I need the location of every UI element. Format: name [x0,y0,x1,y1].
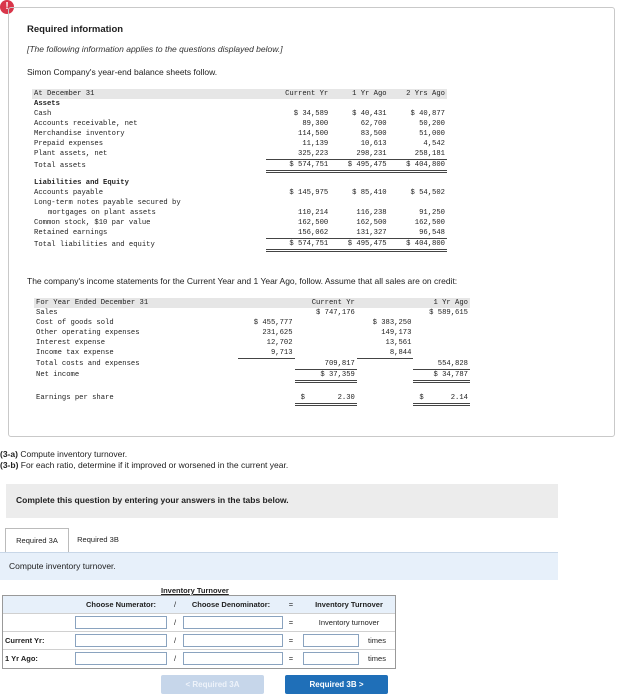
cell-value: $ 495,475 [330,239,388,251]
row-label: Total liabilities and equity [34,240,155,249]
cell-value: $ 404,800 [389,160,447,172]
table-row [32,188,447,198]
cell-value: 11,139 [302,140,329,148]
instructions-bar [6,484,558,518]
page-title: Required information [27,24,124,35]
result-input[interactable] [303,652,359,665]
table-header-row [32,89,447,99]
cell-value: $ 40,877 [410,110,445,118]
currency-sign: $ [419,393,424,402]
total-row [32,239,447,251]
cell-value: $ 404,800 [389,239,447,251]
row-label: Sales [36,309,58,317]
cell-value: $ 495,475 [330,160,388,172]
cell-value: 149,173 [381,329,412,337]
numerator-input[interactable] [75,634,167,647]
cell-value: $ 37,359 [295,369,357,381]
cell-value: 156,062 [266,228,330,239]
cell-value: 325,223 [266,149,330,160]
numerator-header: Choose Numerator: [85,600,156,609]
eps-value: 2.30 [337,393,355,402]
row-label: Accounts receivable, net [34,120,138,128]
table-row [32,228,447,239]
cell-value: 162,500 [298,219,329,227]
table-row [32,149,447,160]
instructions-text: Complete this question by entering your answers in the tabs below. [16,495,289,505]
row-label: Accounts payable [34,189,104,197]
cell-value: 298,231 [330,149,388,160]
column-header: At December 31 [32,89,266,99]
equals-sign: = [288,600,294,609]
denominator-input[interactable] [183,652,283,665]
section-row [32,99,447,109]
cell-value: 51,000 [419,130,445,138]
cell-value: 4,542 [423,140,445,148]
row-label: Total costs and expenses [36,359,140,368]
question-3b: For each ratio, determine if it improved or worsened in the current year. [20,460,289,470]
table-row [32,198,447,208]
cell-value: $ 574,751 [266,160,330,172]
cell-value: 50,200 [419,120,445,128]
numerator-select[interactable] [75,616,167,629]
calc-row-prior [3,650,395,667]
row-label: Plant assets, net [34,150,108,159]
cell-value: $ 34,787 [413,369,470,381]
equals-sign: = [288,654,294,663]
denominator-input[interactable] [183,634,283,647]
balance-sheet-table [32,89,447,252]
cell-value: 91,250 [419,209,445,217]
column-header: 2 Yrs Ago [389,89,447,99]
cell-value: 89,300 [302,120,329,128]
prev-button[interactable]: < Required 3A [161,675,264,694]
result-input[interactable] [303,634,359,647]
row-label: Earnings per share [36,394,114,403]
table-row [34,338,470,348]
table-row [34,318,470,328]
question-text [0,449,288,471]
calc-caption: Inventory Turnover [161,586,229,595]
row-label: Income tax expense [36,349,114,358]
cell-value: 62,700 [360,120,387,128]
row-label: 1 Yr Ago: [5,654,38,663]
table-row [34,308,470,318]
cell-value: 114,500 [298,130,329,138]
tab-required-3b[interactable]: Required 3B [77,535,119,544]
cell-value: 9,713 [238,348,295,359]
cell-value: $ 85,410 [352,189,387,197]
denominator-select[interactable] [183,616,283,629]
tab-prompt-bar [0,552,558,580]
cell-value: 12,702 [266,339,293,347]
cell-value: $ 589,615 [429,309,468,317]
question-tag: (3-b) [0,460,19,470]
section-label: Assets [34,100,60,108]
section-row [32,178,447,188]
row-label: Cost of goods sold [36,319,114,327]
table-row [32,218,447,228]
cell-value: 162,500 [356,219,387,227]
cell-value: 162,500 [414,219,445,227]
row-label: Other operating expenses [36,329,140,337]
question-tag: (3-a) [0,449,18,459]
question-3a: Compute inventory turnover. [20,449,128,459]
row-label: Interest expense [36,339,106,347]
table-row [32,119,447,129]
cell-value: $ 54,502 [410,189,445,197]
column-header: For Year Ended December 31 [34,298,238,308]
cell-value: 554,828 [413,359,470,370]
row-label: Common stock, $10 par value [34,219,151,227]
cell-value: $ 455,777 [253,319,293,327]
table-row [32,129,447,139]
income-statement-table [34,298,470,406]
total-row [34,369,470,381]
inventory-turnover-grid [2,595,396,669]
row-label: Current Yr: [5,636,45,645]
divide-sign: / [173,600,177,609]
unit-label: times [368,654,386,663]
denominator-header: Choose Denominator: [191,600,271,609]
cell-value: 13,561 [385,339,412,347]
cell-value: 10,613 [360,140,387,148]
next-button[interactable]: Required 3B > [285,675,388,694]
calc-label-row [3,614,395,632]
table-row [34,328,470,338]
table-header-row [34,298,470,308]
income-statement-intro: The company's income statements for the Current Year and 1 Year Ago, follow. Assume that all sales are on credit: [27,276,458,286]
calc-row-current [3,632,395,650]
equals-sign: = [288,618,294,627]
tab-prompt: Compute inventory turnover. [9,561,116,571]
cell-value: $ 574,751 [266,239,330,251]
unit-label: times [368,636,386,645]
divide-sign: / [173,618,177,627]
table-row [34,348,470,359]
column-header: 1 Yr Ago [330,89,388,99]
alert-icon: ! [0,0,14,14]
row-label: Prepaid expenses [34,140,104,148]
cell-value: $ 383,250 [372,319,412,327]
tab-required-3a[interactable]: Required 3A [5,528,69,552]
divide-sign: / [173,636,177,645]
cell-value: $ 747,176 [316,309,355,317]
row-label: Retained earnings [34,229,108,238]
balance-sheet-intro: Simon Company's year-end balance sheets follow. [27,67,218,77]
cell-value: 231,625 [262,329,293,337]
cell-value: 116,238 [356,209,387,217]
cell-value: 258,181 [389,149,447,160]
cell-value: $ 145,975 [289,189,329,197]
result-subheader: Inventory turnover [318,618,380,627]
cell-value: $ 34,589 [293,110,329,118]
calc-header-row [3,596,395,614]
numerator-input[interactable] [75,652,167,665]
row-label: Net income [36,371,80,379]
table-row [34,359,470,370]
cell-value [413,393,470,405]
column-header: Current Yr [295,298,357,308]
cell-value: 131,327 [330,228,388,239]
subtitle-note: [The following information applies to the questions displayed below.] [27,44,283,54]
divide-sign: / [173,654,177,663]
column-header: Current Yr [266,89,330,99]
table-row [34,393,470,405]
cell-value: 709,817 [295,359,357,370]
section-label: Liabilities and Equity [34,179,129,187]
column-header: 1 Yr Ago [413,298,470,308]
row-label: mortgages on plant assets [48,209,156,217]
table-row [32,139,447,149]
total-row [32,160,447,172]
row-label: Total assets [34,161,86,170]
cell-value: $ 40,431 [352,110,387,118]
equals-sign: = [288,636,294,645]
row-label: Merchandise inventory [34,130,125,138]
table-row [32,208,447,218]
eps-value: 2.14 [450,393,468,402]
cell-value: 83,500 [360,130,387,138]
currency-sign: $ [300,393,305,402]
row-label: Long-term notes payable secured by [34,199,181,207]
cell-value: 96,548 [389,228,447,239]
table-row [32,109,447,119]
row-label: Cash [34,110,52,118]
result-header: Inventory Turnover [315,600,383,609]
cell-value: 110,214 [298,209,329,217]
cell-value: 8,844 [357,348,414,359]
cell-value [295,393,357,405]
